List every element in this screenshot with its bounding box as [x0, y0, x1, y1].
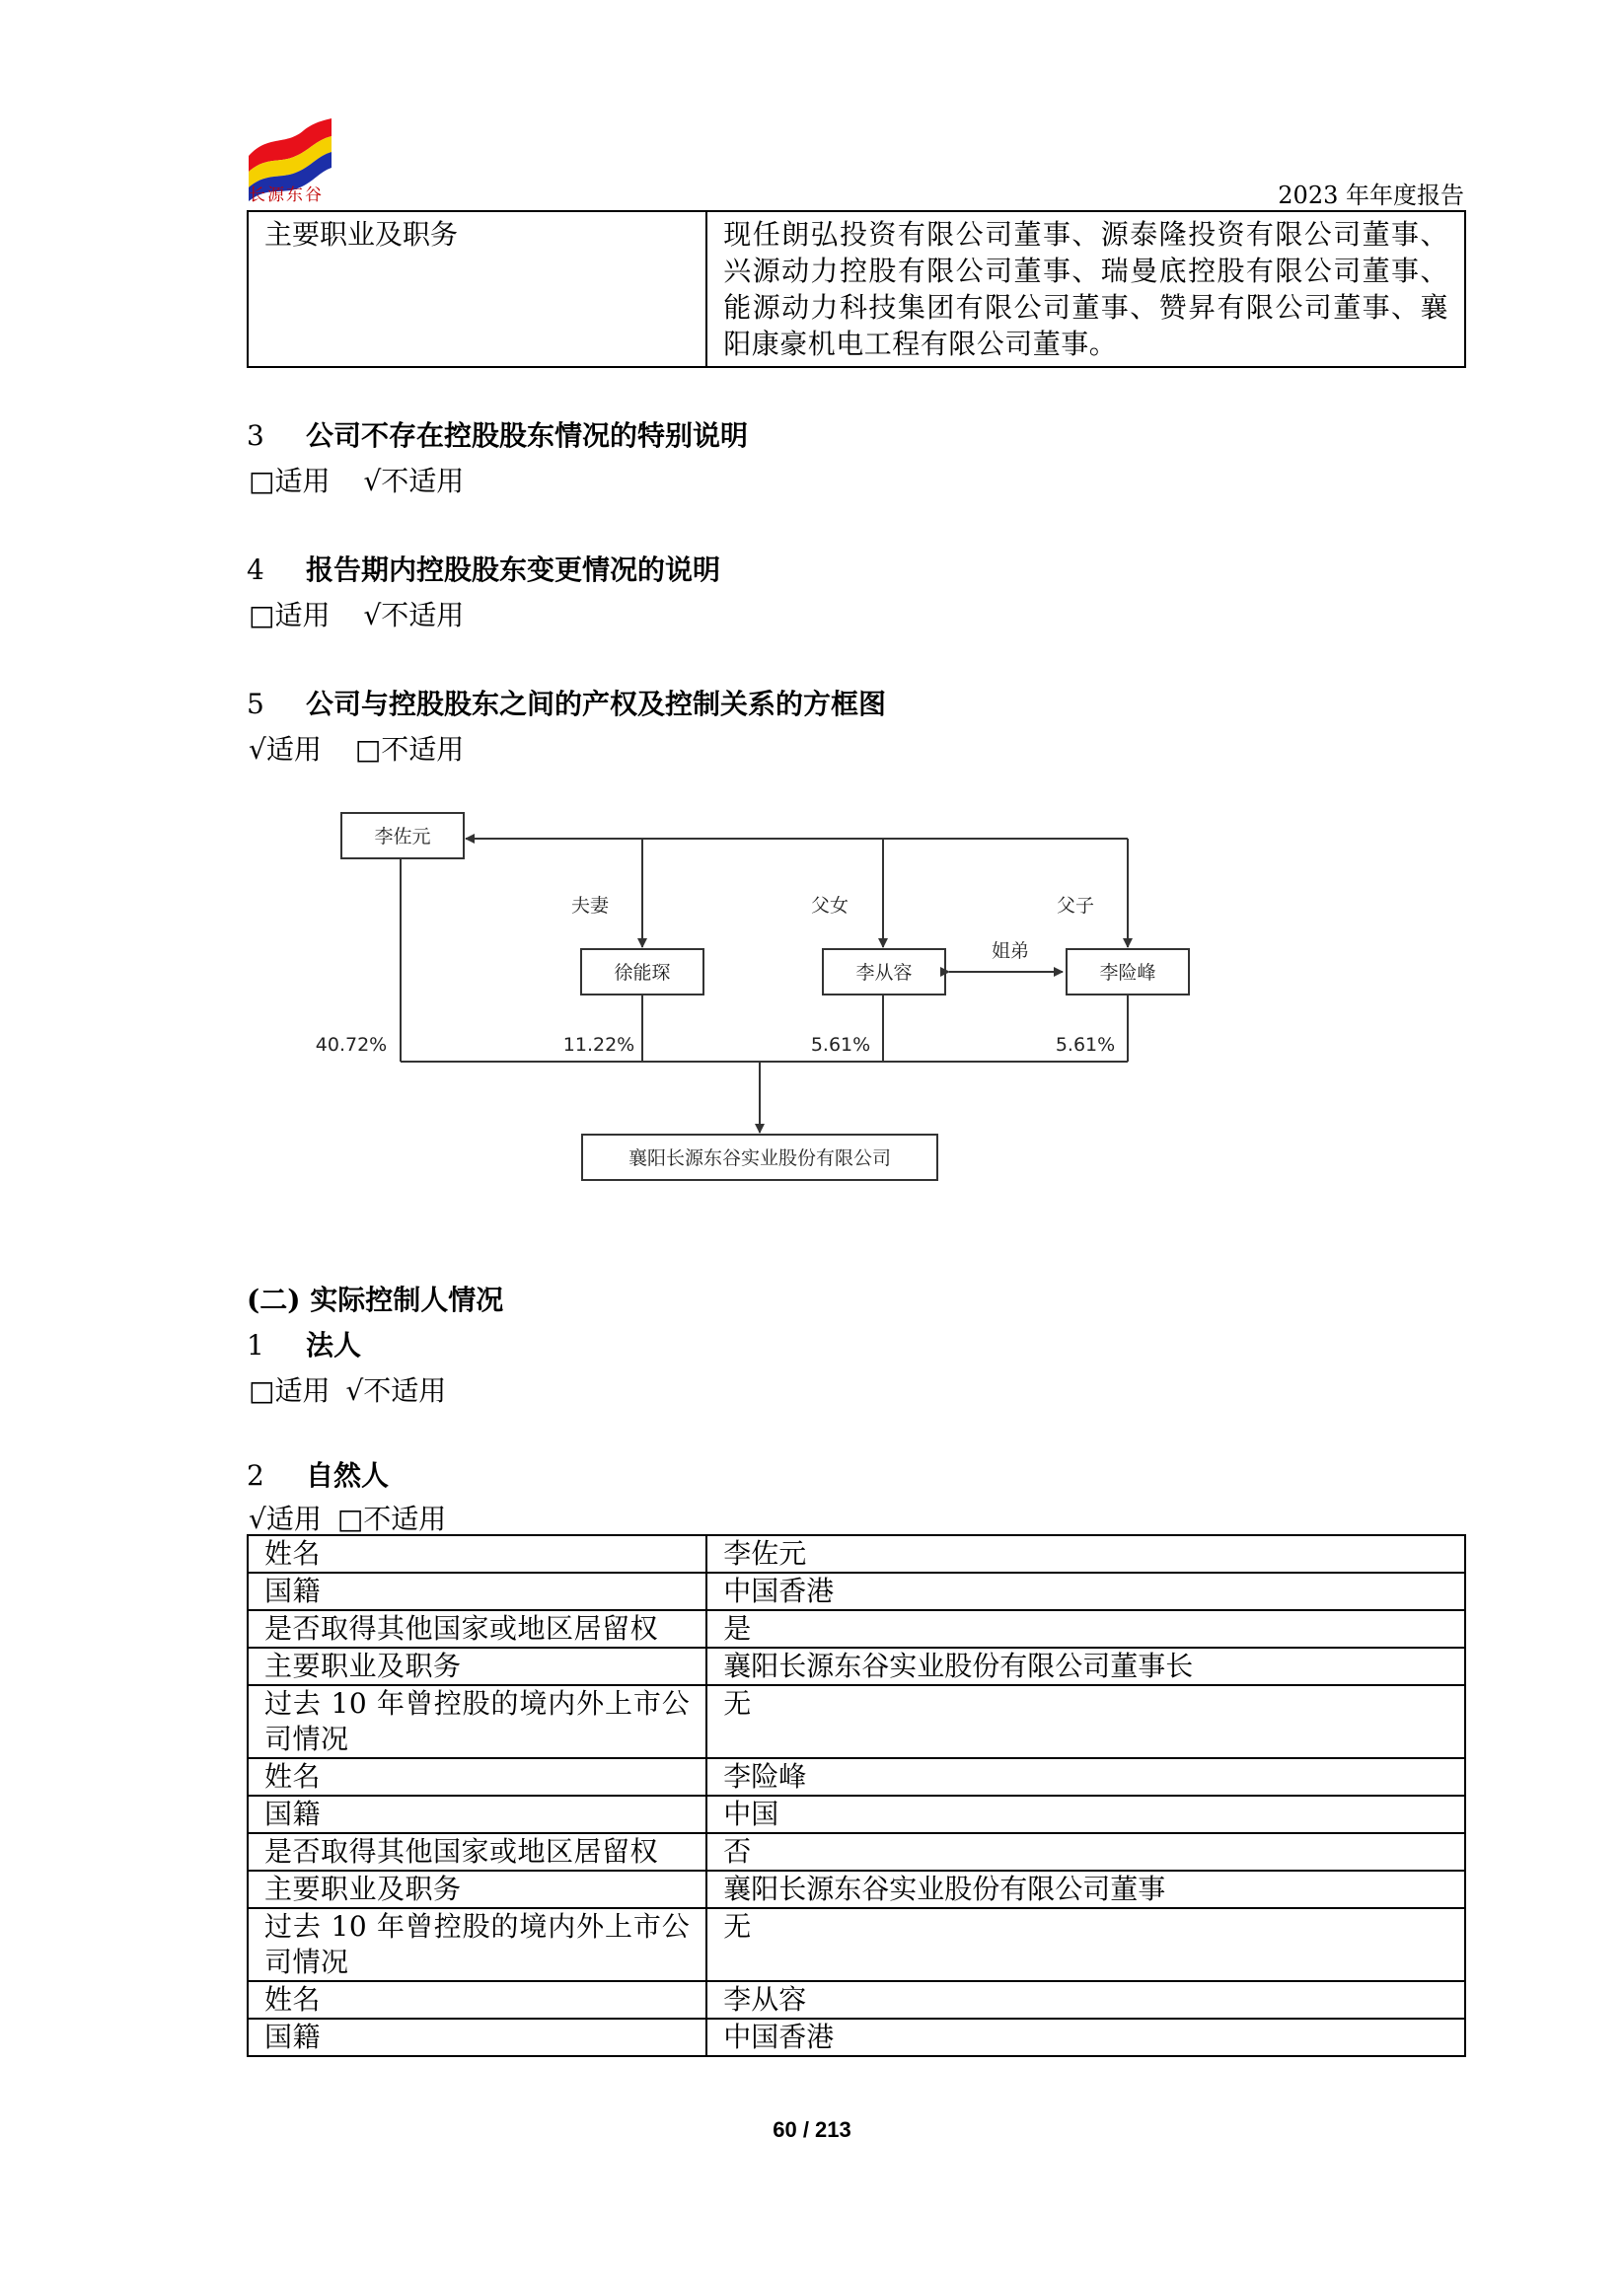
- table-row: [248, 1908, 1465, 1981]
- share-li-zuoyuan: 40.72%: [315, 1034, 388, 1056]
- table-cell-value: 否: [706, 1833, 1465, 1871]
- node-company: 襄阳长源东谷实业股份有限公司: [627, 1147, 892, 1169]
- table-row: [248, 1573, 1465, 1610]
- table-cell-label: 过去 10 年曾控股的境内外上市公司情况: [248, 1908, 706, 1981]
- table-cell-label: 主要职业及职务: [248, 1648, 706, 1685]
- table-cell-value: 襄阳长源东谷实业股份有限公司董事: [706, 1871, 1465, 1908]
- section-5-options: [249, 728, 497, 768]
- table-cell-value: 无: [706, 1685, 1465, 1758]
- table-cell-value: 现任朗弘投资有限公司董事、源泰隆投资有限公司董事、兴源动力控股有限公司董事、瑞曼底控股有限公司董事、能源动力科技集团有限公司董事、赞昇有限公司董事、襄阳康豪机电工程有限公司董事。: [706, 211, 1465, 367]
- share-xu-nengchen: 11.22%: [562, 1034, 635, 1056]
- relation-father-daughter: 父女: [810, 895, 849, 917]
- option-not-applicable: □不适用: [354, 733, 465, 766]
- table-cell-label: 主要职业及职务: [248, 1871, 706, 1908]
- table-cell-label: 是否取得其他国家或地区居留权: [248, 1833, 706, 1871]
- option-applicable: √适用: [249, 1503, 322, 1535]
- option-applicable: □适用: [249, 465, 331, 497]
- section-heading-natural-person: 2 自然人: [247, 1459, 390, 1492]
- node-li-xianfeng: 李险峰: [1099, 962, 1156, 984]
- table-cell-value: 李险峰: [706, 1758, 1465, 1796]
- table-cell-label: 姓名: [248, 1981, 706, 2019]
- table-row: [248, 1685, 1465, 1758]
- logo-text: 长源东谷: [249, 185, 324, 205]
- share-li-congrong: 5.61%: [810, 1034, 871, 1056]
- table-row: [248, 1871, 1465, 1908]
- table-cell-label: 国籍: [248, 1573, 706, 1610]
- option-not-applicable: √不适用: [345, 1374, 447, 1407]
- relation-siblings: 姐弟: [991, 940, 1030, 962]
- table-row: [248, 1796, 1465, 1833]
- section-heading-4: 4 报告期内控股股东变更情况的说明: [247, 553, 721, 586]
- section-heading-5: 5 公司与控股股东之间的产权及控制关系的方框图: [247, 688, 887, 720]
- table-row: [248, 1610, 1465, 1648]
- table-row: [248, 2019, 1465, 2056]
- section-heading-3: 3 公司不存在控股股东情况的特别说明: [247, 419, 749, 452]
- table-cell-value: 中国: [706, 1796, 1465, 1833]
- table-cell-value: 李佐元: [706, 1535, 1465, 1573]
- option-applicable: □适用: [249, 1374, 331, 1407]
- natural-person-options: [249, 1498, 480, 1537]
- subsection-heading-actual-controller: (二) 实际控制人情况: [247, 1284, 504, 1316]
- table-cell-label: 国籍: [248, 1796, 706, 1833]
- table-row: [248, 1833, 1465, 1871]
- node-li-congrong: 李从容: [855, 962, 913, 984]
- page-number: 60 / 213: [773, 2117, 851, 2142]
- option-applicable: □适用: [249, 599, 331, 631]
- relation-spouse: 夫妻: [570, 895, 610, 917]
- relation-father-son: 父子: [1056, 895, 1095, 917]
- ownership-diagram: [296, 789, 1243, 1204]
- option-not-applicable: □不适用: [336, 1503, 447, 1535]
- table-row: [248, 211, 1465, 367]
- section-3-options: [249, 460, 497, 499]
- table-cell-label: 姓名: [248, 1535, 706, 1573]
- section-heading-legal-person: 1 法人: [247, 1329, 362, 1362]
- legal-person-options: [249, 1369, 480, 1409]
- table-row: [248, 1758, 1465, 1796]
- table-cell-value: 襄阳长源东谷实业股份有限公司董事长: [706, 1648, 1465, 1685]
- table-row: [248, 1648, 1465, 1685]
- table-cell-value: 是: [706, 1610, 1465, 1648]
- table-cell-label: 国籍: [248, 2019, 706, 2056]
- table-cell-label: 主要职业及职务: [248, 211, 706, 367]
- table-cell-value: 中国香港: [706, 1573, 1465, 1610]
- option-applicable: √适用: [249, 733, 322, 766]
- option-not-applicable: √不适用: [363, 599, 465, 631]
- table-cell-label: 过去 10 年曾控股的境内外上市公司情况: [248, 1685, 706, 1758]
- report-title: 2023 年年度报告: [1278, 182, 1464, 209]
- share-li-xianfeng: 5.61%: [1055, 1034, 1116, 1056]
- table-cell-value: 无: [706, 1908, 1465, 1981]
- table-cell-value: 李从容: [706, 1981, 1465, 2019]
- table-cell-label: 是否取得其他国家或地区居留权: [248, 1610, 706, 1648]
- top-table: [247, 210, 1466, 368]
- section-4-options: [249, 594, 497, 633]
- node-xu-nengchen: 徐能琛: [614, 962, 671, 984]
- table-row: [248, 1981, 1465, 2019]
- table-cell-value: 中国香港: [706, 2019, 1465, 2056]
- table-row: [248, 1535, 1465, 1573]
- option-not-applicable: √不适用: [363, 465, 465, 497]
- natural-person-table: [247, 1534, 1466, 2057]
- node-li-zuoyuan: 李佐元: [374, 826, 431, 848]
- table-cell-label: 姓名: [248, 1758, 706, 1796]
